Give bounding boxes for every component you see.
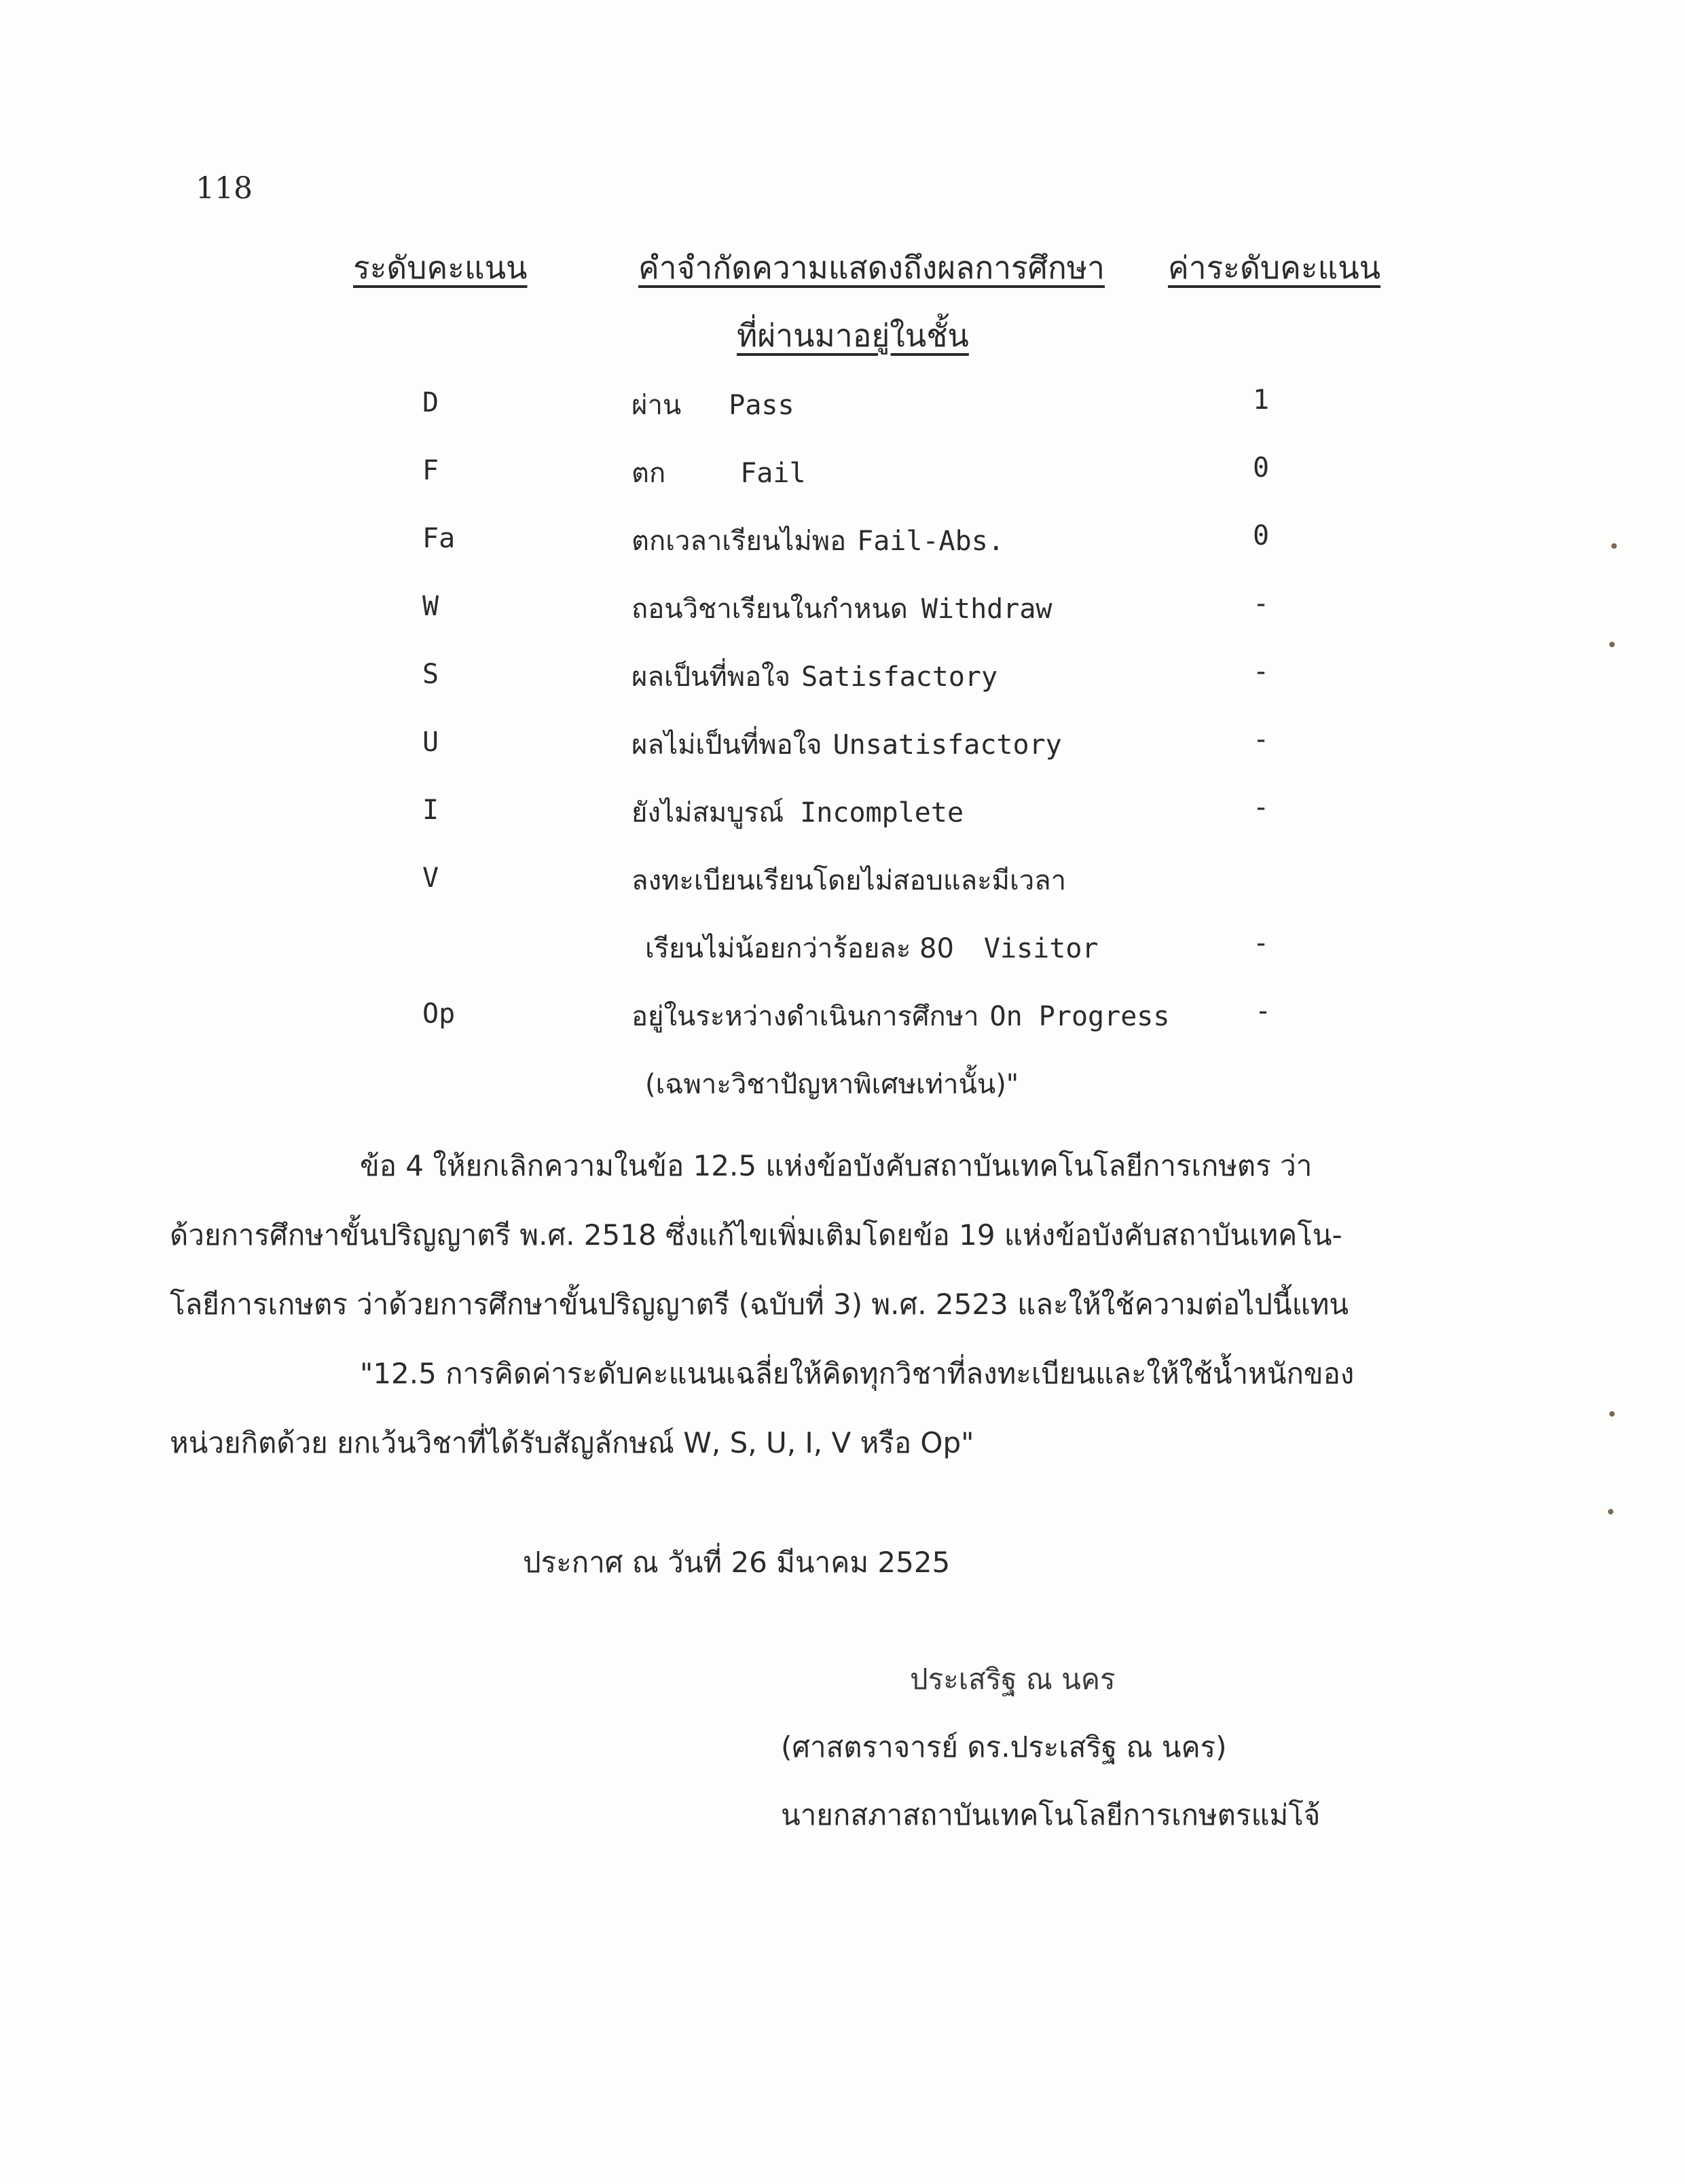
grade-code: W [422, 591, 439, 622]
paragraph-line: โลยีการเกษตร ว่าด้วยการศึกษาขั้นปริญญาตรี (ฉบับที่ 3) พ.ศ. 2523 และให้ใช้ความต่อไปนี้แทน [170, 1288, 1349, 1321]
meaning-english: Visitor [983, 933, 1099, 964]
meaning-thai: ผลเป็นที่พอใจ [632, 661, 791, 693]
meaning-thai: ตกเวลาเรียนไม่พอ [632, 526, 847, 557]
grade-meaning [632, 655, 997, 698]
grade-code: F [422, 455, 439, 486]
grade-meaning [645, 1062, 1019, 1106]
meaning-thai: ตก [632, 458, 666, 489]
grade-code: Fa [422, 523, 456, 554]
grade-code: V [422, 862, 439, 894]
grade-value: 0 [1253, 452, 1270, 484]
signature: ประเสริฐ ณ นคร [910, 1662, 1116, 1696]
grade-value: - [1253, 588, 1270, 619]
grade-value: 0 [1253, 520, 1270, 551]
scan-speck [1609, 642, 1615, 647]
paragraph-line: หน่วยกิตด้วย ยกเว้นวิชาที่ได้รับสัญลักษณ์ W, S, U, I, V หรือ Op" [170, 1426, 974, 1459]
grade-meaning [645, 926, 1099, 970]
grade-value: - [1253, 928, 1270, 959]
meaning-english: Fail-Abs. [857, 526, 1004, 557]
paragraph-line: ด้วยการศึกษาขั้นปริญญาตรี พ.ศ. 2518 ซึ่งแก้ไขเพิ่มเติมโดยข้อ 19 แห่งข้อบังคับสถาบันเทคโน- [170, 1218, 1342, 1252]
grade-meaning [632, 451, 806, 494]
meaning-thai: ถอนวิชาเรียนในกำหนด [632, 594, 908, 625]
grade-code: U [422, 727, 439, 758]
signatory-position: นายกสภาสถาบันเทคโนโลยีการเกษตรแม่โจ้ [781, 1798, 1321, 1832]
grade-code: D [422, 387, 439, 418]
meaning-thai: เรียนไม่น้อยกว่าร้อยละ 80 [645, 933, 954, 964]
meaning-thai: ยังไม่สมบูรณ์ [632, 797, 784, 829]
announcement-date: ประกาศ ณ วันที่ 26 มีนาคม 2525 [523, 1546, 951, 1579]
paragraph-line: "12.5 การคิดค่าระดับคะแนนเฉลี่ยให้คิดทุกวิชาที่ลงทะเบียนและให้ใช้น้ำหนักของ [360, 1357, 1355, 1390]
scan-speck [1608, 1509, 1613, 1514]
meaning-thai: อยู่ในระหว่างดำเนินการศึกษา [632, 1001, 979, 1032]
grade-code: Op [422, 998, 456, 1030]
grade-value: - [1255, 996, 1272, 1027]
meaning-thai: ผ่าน [632, 390, 682, 421]
grade-code: I [422, 795, 439, 826]
meaning-english: Satisfactory [801, 661, 998, 693]
meaning-english: Withdraw [921, 594, 1052, 625]
header-grade: ระดับคะแนน [353, 249, 528, 286]
signatory-name: (ศาสตราจารย์ ดร.ประเสริฐ ณ นคร) [781, 1730, 1227, 1764]
meaning-english: Unsatisfactory [832, 729, 1062, 761]
header-meaning-line2: ที่ผ่านมาอยู่ในชั้น [737, 317, 969, 354]
meaning-thai: ผลไม่เป็นที่พอใจ [632, 729, 822, 761]
grade-meaning [632, 994, 1169, 1038]
scan-speck [1611, 543, 1617, 549]
paragraph-line: ข้อ 4 ให้ยกเลิกความในข้อ 12.5 แห่งข้อบังคับสถาบันเทคโนโลยีการเกษตร ว่า [360, 1149, 1313, 1182]
grade-meaning [632, 723, 1062, 766]
header-meaning-line1: คำจำกัดความแสดงถึงผลการศึกษา [638, 249, 1105, 286]
page-number: 118 [196, 171, 253, 206]
grade-meaning [632, 383, 794, 426]
meaning-english: On Progress [989, 1001, 1170, 1032]
meaning-english: Fail [740, 458, 806, 489]
grade-value: 1 [1253, 384, 1270, 416]
header-value: ค่าระดับคะแนน [1168, 249, 1381, 286]
grade-meaning [632, 587, 1052, 630]
meaning-thai: ลงทะเบียนเรียนโดยไม่สอบและมีเวลา [632, 865, 1067, 896]
grade-meaning [632, 790, 964, 834]
grade-value: - [1253, 724, 1270, 755]
grade-value: - [1253, 792, 1270, 823]
scan-speck [1609, 1411, 1615, 1417]
grade-code: S [422, 659, 439, 690]
grade-meaning [632, 519, 1004, 562]
grade-meaning [632, 858, 1066, 902]
grade-value: - [1253, 656, 1270, 687]
meaning-english: Pass [729, 390, 794, 421]
meaning-english: Incomplete [800, 797, 964, 829]
meaning-thai: (เฉพาะวิชาปัญหาพิเศษเท่านั้น)" [645, 1069, 1019, 1100]
